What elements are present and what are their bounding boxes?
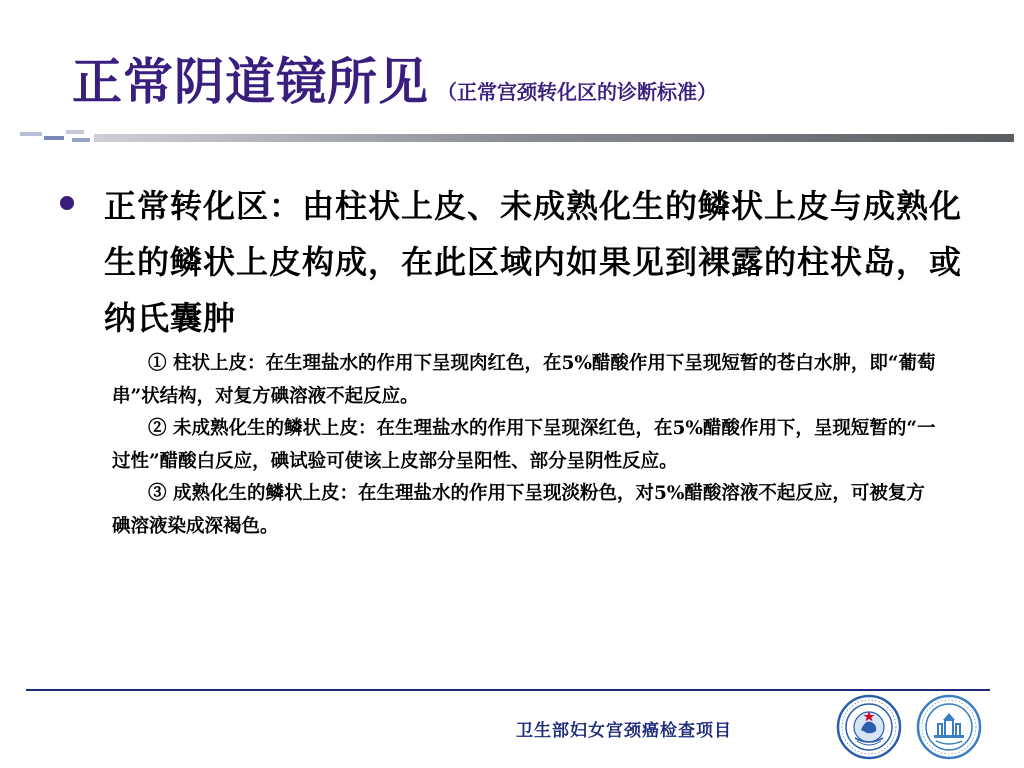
slide-title: 正常阴道镜所见 <box>72 53 429 111</box>
divider-accent-block <box>66 130 84 134</box>
detail-item-immature-metaplasia: ② 未成熟化生的鳞状上皮：在生理盐水的作用下呈现深红色，在5%醋酸作用下，呈现短暂的“一过性”醋酸白反应，碘试验可使该上皮部分呈阳性、部分呈阴性反应。 <box>112 418 936 472</box>
preventive-medicine-association-seal-icon <box>916 694 982 760</box>
bullet-dot-icon <box>60 196 74 210</box>
detail-item-columnar-epithelium: ① 柱状上皮：在生理盐水的作用下呈现肉红色，在5%醋酸作用下呈现短暂的苍白水肿，即“葡萄串”状结构，对复方碘溶液不起反应。 <box>112 353 936 407</box>
divider-accent-block <box>72 138 90 142</box>
detail-item-mature-metaplasia: ③ 成熟化生的鳞状上皮：在生理盐水的作用下呈现淡粉色，对5%醋酸溶液不起反应，可被复方碘溶液染成深褐色。 <box>112 483 925 537</box>
footer-divider <box>26 689 990 691</box>
detail-list <box>112 348 942 543</box>
slide-subtitle: （正常宫颈转化区的诊断标准） <box>437 80 717 104</box>
title-row <box>72 42 717 114</box>
footer-project-name: 卫生部妇女宫颈癌检查项目 <box>516 721 732 741</box>
title-divider <box>20 130 1014 144</box>
bullet-text: 正常转化区：由柱状上皮、未成熟化生的鳞状上皮与成熟化生的鳞状上皮构成，在此区域内如果见到裸露的柱状岛，或纳氏囊肿 <box>104 187 963 337</box>
divider-accent-block <box>44 136 64 140</box>
divider-accent-block <box>20 132 42 136</box>
ministry-of-health-seal-icon <box>836 694 902 760</box>
divider-bar <box>94 134 1014 142</box>
